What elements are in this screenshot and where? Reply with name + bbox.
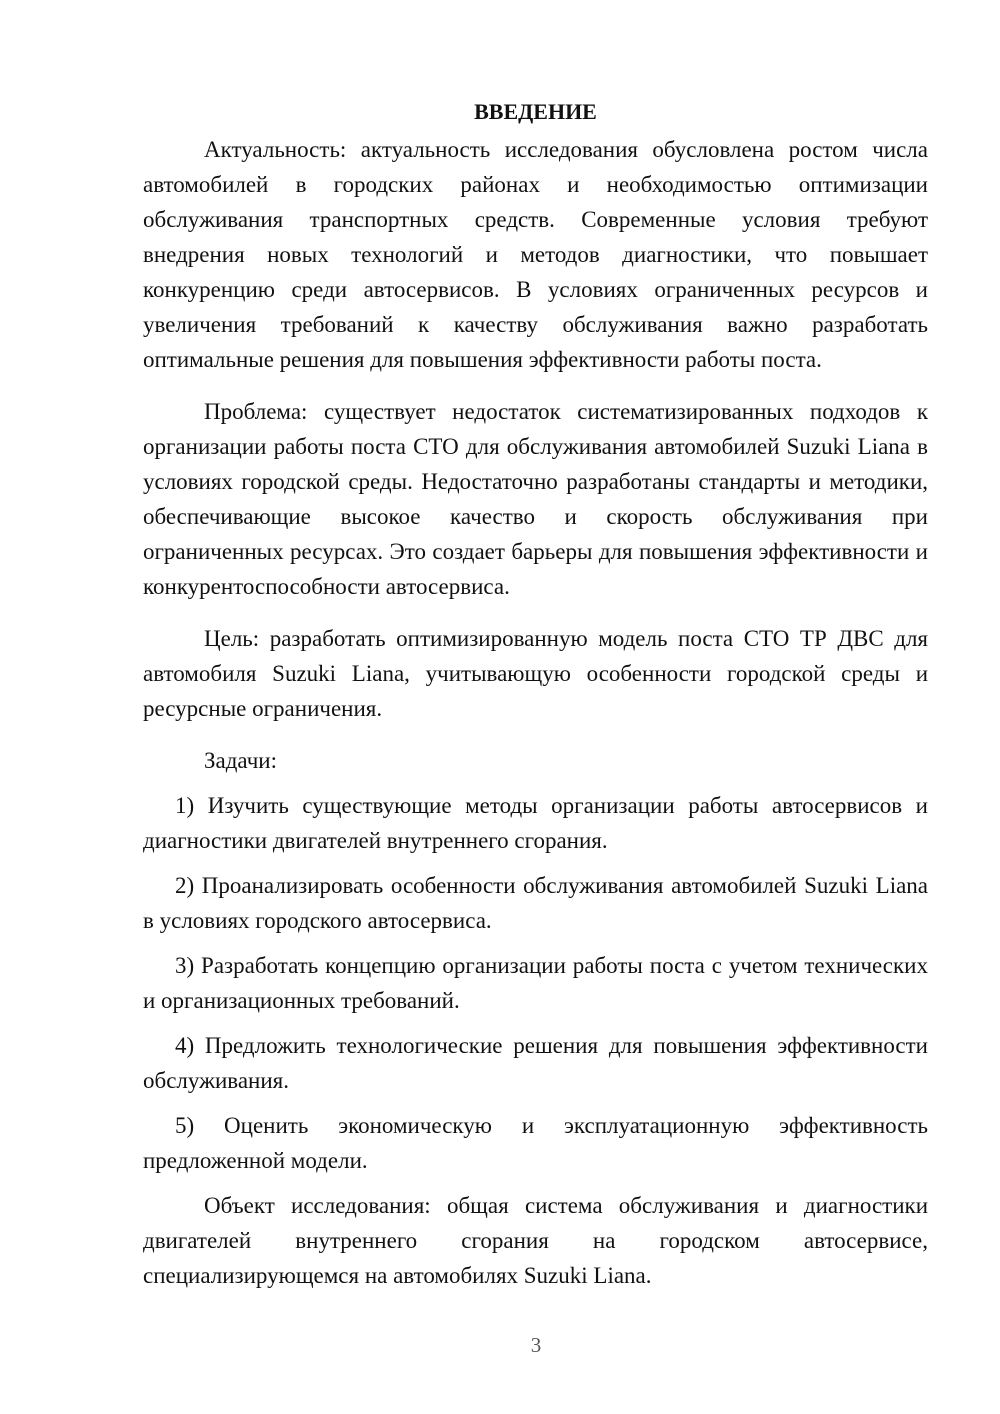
- paragraph-relevance: Актуальность: актуальность исследования обусловлена ростом числа автомобилей в городских районах и необходимостью оптимизации обслуживания транспортных средств. Современные условия требуют внедрения новых технологий и методов диагностики, что повышает конкуренцию среди автосервисов. В условиях ограниченных ресурсов и увеличения требований к качеству обслуживания важно разработать оптимальные решения для повышения эффективности работы поста.: [143, 137, 928, 372]
- page-number: 3: [530, 1333, 542, 1357]
- task-item-1: 1) Изучить существующие методы организации работы автосервисов и диагностики двигателей внутреннего сгорания.: [143, 793, 928, 853]
- paragraph-problem: Проблема: существует недостаток систематизированных подходов к организации работы поста СТО для обслуживания автомобилей Suzuki Liana в условиях городской среды. Недостаточно разработаны стандарты и методики, обеспечивающие высокое качество и скорость обслуживания при ограниченных ресурсах. Это создает барьеры для повышения эффективности и конкурентоспособности автосервиса.: [143, 399, 928, 599]
- task-item-3: 3) Разработать концепцию организации работы поста с учетом технических и организационных требований.: [143, 953, 928, 1013]
- task-item-4: 4) Предложить технологические решения для повышения эффективности обслуживания.: [143, 1033, 928, 1093]
- task-item-5: 5) Оценить экономическую и эксплуатационную эффективность предложенной модели.: [143, 1113, 928, 1173]
- task-item-2: 2) Проанализировать особенности обслуживания автомобилей Suzuki Liana в условиях городского автосервиса.: [143, 873, 928, 933]
- section-title: ВВЕДЕНИЕ: [474, 99, 597, 124]
- document-page: [143, 97, 928, 1310]
- tasks-label: Задачи:: [204, 748, 277, 773]
- paragraph-goal: Цель: разработать оптимизированную модель поста СТО ТР ДВС для автомобиля Suzuki Liana, учитывающую особенности городской среды и ресурсные ограничения.: [143, 626, 928, 721]
- paragraph-object: Объект исследования: общая система обслуживания и диагностики двигателей внутреннего сгорания на городском автосервисе, специализирующемся на автомобилях Suzuki Liana.: [143, 1193, 928, 1288]
